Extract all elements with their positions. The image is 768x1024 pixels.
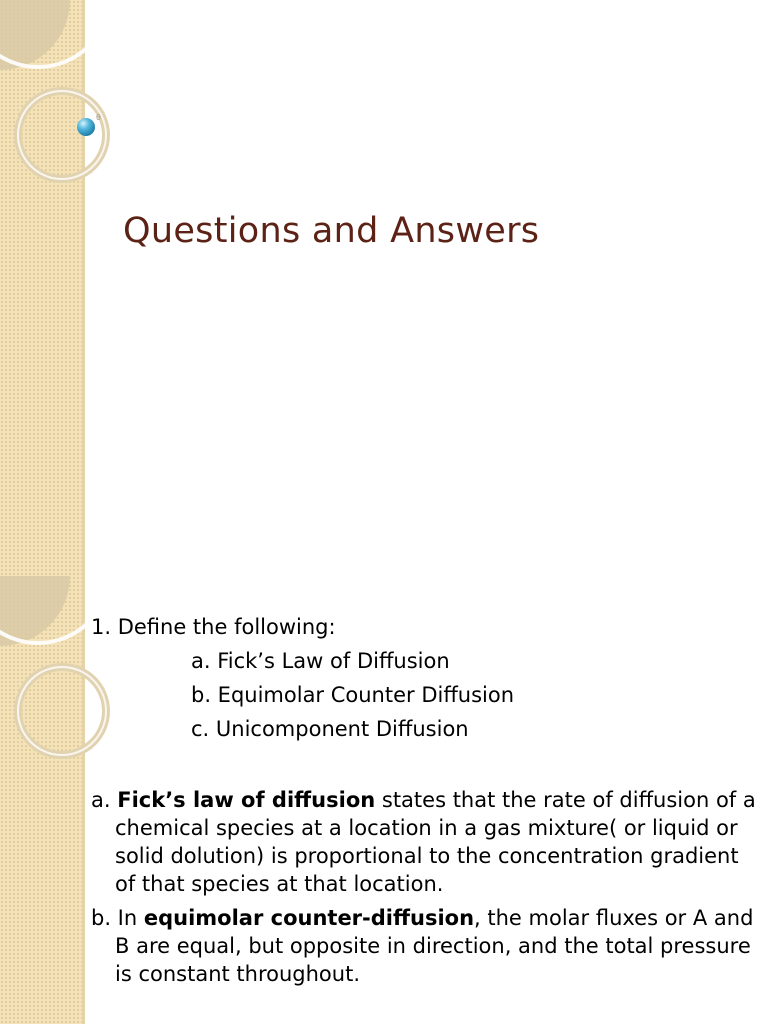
answer-b-term: equimolar counter-diffusion xyxy=(143,906,475,930)
slide-title: Questions and Answers xyxy=(123,211,540,251)
question-block xyxy=(91,614,514,750)
answer-block xyxy=(91,786,761,988)
answer-b-text: , the molar fluxes or A and B are equal, but opposite in direction, and the total pressure is constant throughout. xyxy=(115,906,754,986)
small-ring-inner xyxy=(18,91,106,179)
subitem-equimolar: b. Equimolar Counter Diffusion xyxy=(191,683,515,707)
blue-sphere-icon xyxy=(77,118,95,136)
answer-a-text: states that the rate of diffusion of a chemical species at a location in a gas mixture( or liquid or solid dolution) is proportional to the concentration gradient of that species at that location. xyxy=(115,788,756,896)
subitem-ficks-law: a. Fick’s Law of Diffusion xyxy=(191,649,450,673)
question-text: 1. Define the following: xyxy=(91,615,336,639)
decorative-rings xyxy=(0,0,120,200)
subitem-unicomponent: c. Unicomponent Diffusion xyxy=(191,717,469,741)
answer-a-prefix: a. xyxy=(91,788,118,812)
footnote-glyph: θ xyxy=(96,113,101,122)
content-slide xyxy=(0,576,768,1024)
answer-b-prefix: b. In xyxy=(91,906,144,930)
answer-b xyxy=(91,904,761,988)
answer-a xyxy=(91,786,761,898)
answer-a-term: Fick’s law of diffusion xyxy=(117,788,376,812)
